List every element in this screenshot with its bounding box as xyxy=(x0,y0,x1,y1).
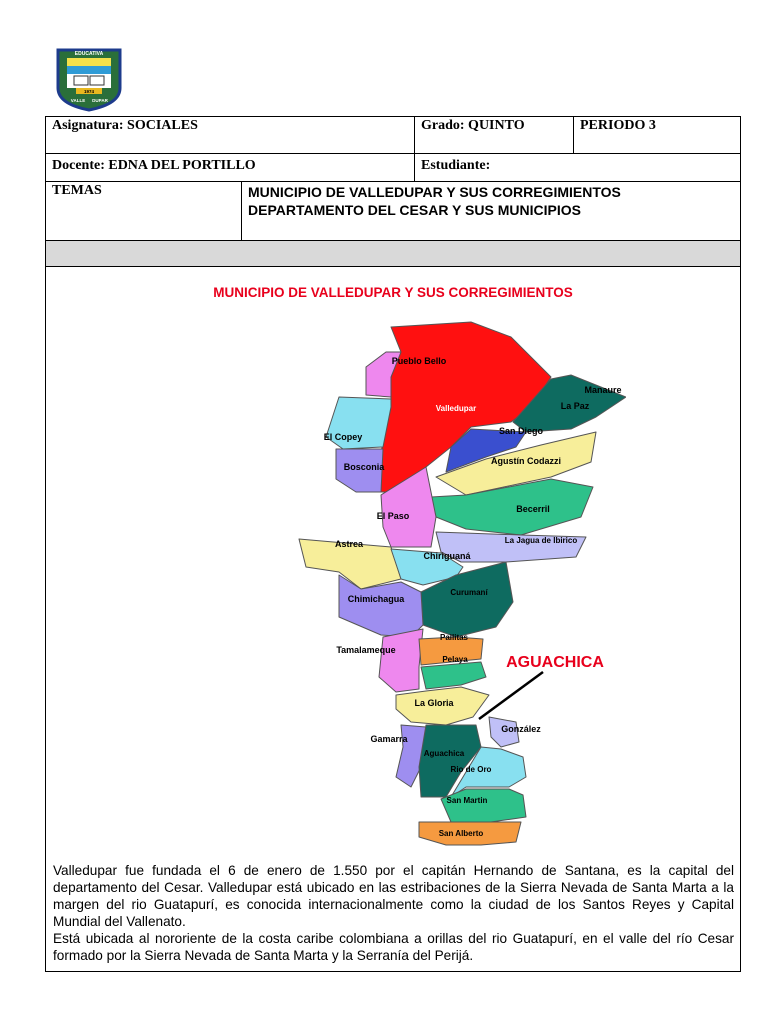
map-label-la-jagua: La Jagua de Ibirico xyxy=(504,536,578,545)
map-title: MUNICIPIO DE VALLEDUPAR Y SUS CORREGIMIENTOS xyxy=(213,285,573,300)
map-label-becerril: Becerril xyxy=(516,504,550,514)
logo-text-valle: VALLE xyxy=(70,98,86,103)
periodo-cell: PERIODO 3 xyxy=(580,118,656,133)
map-label-tamalameque: Tamalameque xyxy=(336,645,396,655)
body-paragraph xyxy=(53,862,734,964)
map-label-agustin-codazzi: Agustín Codazzi xyxy=(491,456,561,466)
tema-2: DEPARTAMENTO DEL CESAR Y SUS MUNICIPIOS xyxy=(248,202,581,218)
map-label-pelaya: Pelaya xyxy=(442,655,468,664)
map-label-rio-de-oro: Rio de Oro xyxy=(450,765,492,774)
map-label-aguachica: Aguachica xyxy=(423,749,465,758)
map-label-la-paz: La Paz xyxy=(560,401,590,411)
header-row-2 xyxy=(46,154,740,182)
map-label-el-copey: El Copey xyxy=(323,432,363,442)
temas-label: TEMAS xyxy=(46,182,242,240)
grado-cell: Grado: QUINTO xyxy=(415,117,574,153)
map-label-manaure: Manaure xyxy=(584,385,622,395)
temas-row xyxy=(46,182,740,241)
map-label-bosconia: Bosconia xyxy=(343,462,385,472)
grey-separator-row xyxy=(46,241,740,267)
callout-aguachica: AGUACHICA xyxy=(506,654,604,671)
cesar-municipalities-map xyxy=(251,317,626,847)
asignatura-cell: Asignatura: SOCIALES xyxy=(46,117,415,153)
header-row-1 xyxy=(46,117,740,154)
worksheet-frame xyxy=(45,116,741,972)
school-logo xyxy=(54,44,124,112)
map-label-san-martin: San Martin xyxy=(446,796,488,805)
map-label-gonzalez: González xyxy=(501,724,541,734)
map-label-pailitas: Pailitas xyxy=(439,633,469,642)
map-label-curumani: Curumaní xyxy=(450,588,488,597)
map-label-pueblo-bello: Pueblo Bello xyxy=(391,356,447,366)
map-label-gamarra: Gamarra xyxy=(370,734,408,744)
paragraph-1: Valledupar fue fundada el 6 de enero de 1.550 por el capitán Hernando de Santana, es la capital del departamento del Cesar. Valledupar está ubicado en las estribaciones de la Sierra Nevada de Santa Marta a la margen del rio Guatapurí, es conocida internacionalmente como la ciudad de los Santos Reyes y Capital Mundial del Vallenato. xyxy=(53,863,734,929)
map-label-astrea: Astrea xyxy=(334,539,364,549)
map-label-chimichagua: Chimichagua xyxy=(347,594,405,604)
map-label-san-diego: San Diego xyxy=(498,426,544,436)
map-label-el-paso: El Paso xyxy=(376,511,410,521)
map-label-la-gloria: La Gloria xyxy=(414,698,454,708)
logo-text-dupar: DUPAR xyxy=(92,98,108,103)
logo-text-year: 1974 xyxy=(83,89,95,94)
map-label-valledupar: Valledupar xyxy=(435,404,477,413)
paragraph-2: Está ubicada al nororiente de la costa caribe colombiana a orillas del rio Guatapurí, en el valle del río Cesar formado por la Sierra Nevada de Santa Marta y la Serranía del Perijá. xyxy=(53,931,734,963)
map-label-chiriguana: Chiriguaná xyxy=(423,551,471,561)
docente-cell: Docente: EDNA DEL PORTILLO xyxy=(46,154,415,181)
temas-content xyxy=(242,182,740,240)
estudiante-cell[interactable]: Estudiante: xyxy=(421,158,491,173)
logo-text-top: EDUCATIVA xyxy=(74,51,104,57)
map-label-san-alberto: San Alberto xyxy=(438,829,484,838)
tema-1: MUNICIPIO DE VALLEDUPAR Y SUS CORREGIMIENTOS xyxy=(248,184,621,200)
